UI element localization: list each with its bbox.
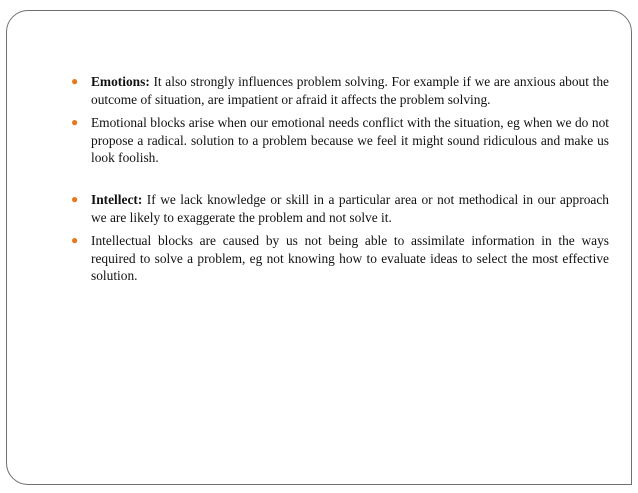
- bullet-item-emotions: [69, 73, 609, 108]
- bullet-item-intellect: [69, 191, 609, 226]
- bullet-item-emotional-blocks: [69, 114, 609, 167]
- bullet-text: Intellectual blocks are caused by us not being able to assimilate information in the ways required to solve a problem, eg not knowing how to evaluate ideas to select the most effective solution.: [91, 233, 609, 284]
- bullet-text: Emotional blocks arise when our emotional needs conflict with the situation, eg when we do not propose a radical. solution to a problem because we feel it might sound ridiculous and make us look foolish.: [91, 115, 609, 166]
- bullet-item-intellectual-blocks: [69, 232, 609, 285]
- bullet-text: It also strongly influences problem solving. For example if we are anxious about the outcome of situation, are impatient or afraid it affects the problem solving.: [91, 74, 609, 107]
- bullet-dot-icon: ●: [71, 233, 79, 248]
- bullet-dot-icon: ●: [71, 191, 79, 206]
- bullet-term: Emotions:: [91, 74, 150, 89]
- bullet-dot-icon: ●: [71, 74, 79, 88]
- slide-frame: [6, 10, 632, 485]
- bullet-dot-icon: ●: [71, 115, 79, 130]
- bullet-term: Intellect:: [91, 191, 143, 207]
- bullet-list: [69, 73, 609, 291]
- bullet-text: If we lack knowledge or skill in a particular area or not methodical in our approach we are likely to exaggerate the problem and not solve it.: [91, 191, 609, 225]
